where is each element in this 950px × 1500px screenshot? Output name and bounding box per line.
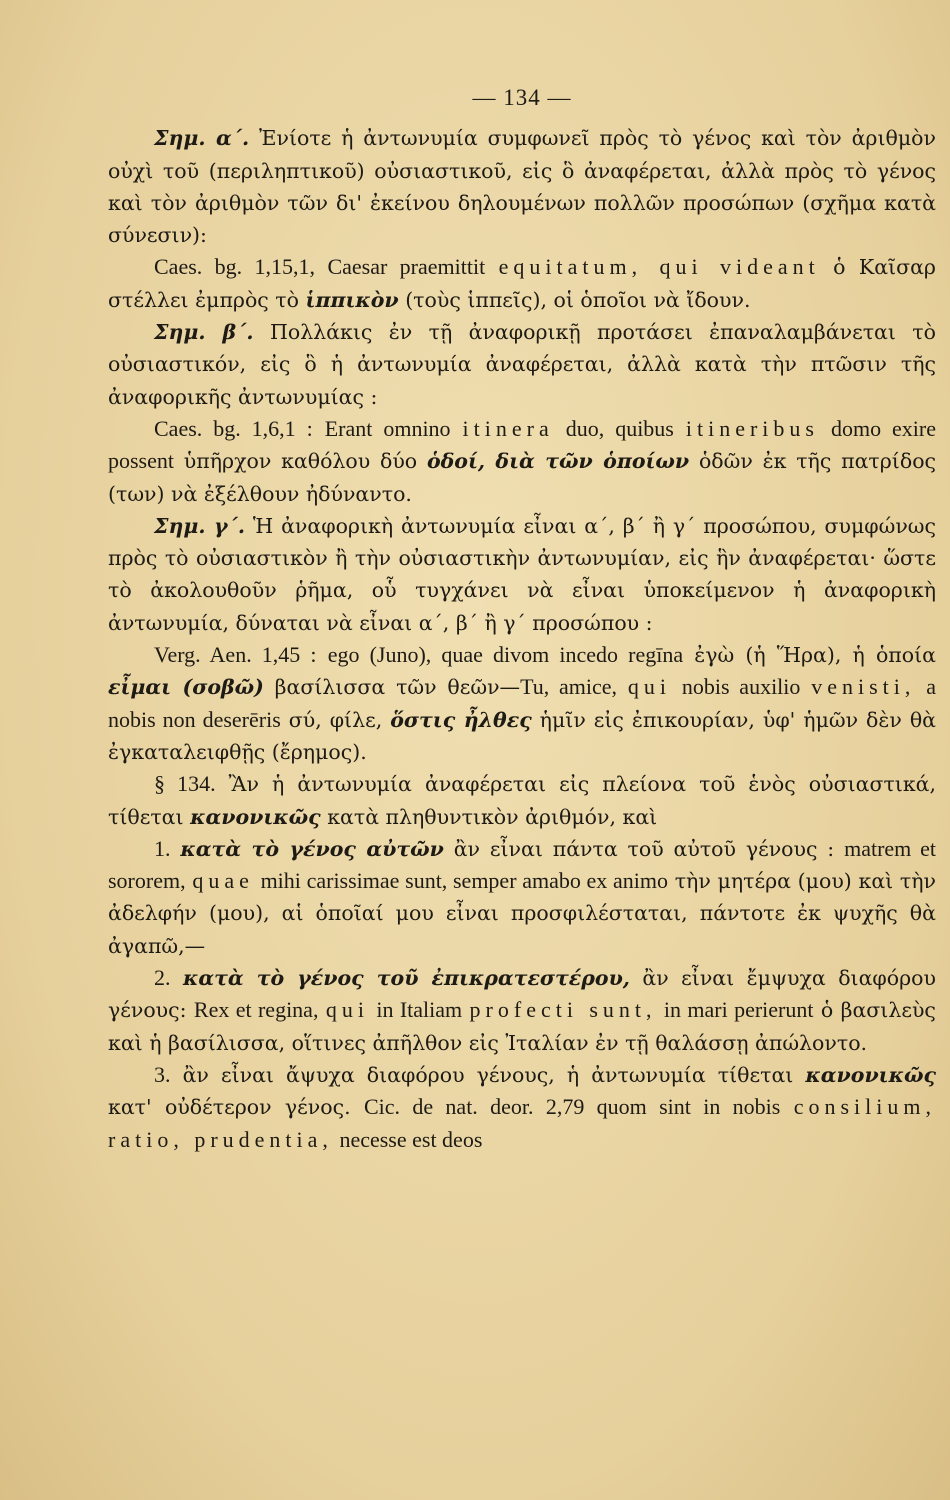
item-number: 1. bbox=[154, 835, 171, 861]
latin-text: Caesar praemittit bbox=[327, 254, 486, 280]
spaced-latin: qui bbox=[325, 997, 369, 1023]
page-number: — 134 — bbox=[472, 85, 572, 110]
spaced-latin: profecti sunt, bbox=[469, 997, 657, 1023]
item-number: 3. bbox=[154, 1061, 171, 1087]
greek-translation: βασίλισσα τῶν θεῶν— bbox=[274, 675, 521, 700]
greek-translation: ἐγὼ (ἡ Ἥρα), ἡ ὁποία bbox=[694, 643, 936, 668]
bold-term: κανονικῶς bbox=[805, 1062, 936, 1087]
latin-text: nobis auxilio bbox=[681, 674, 801, 700]
note-label: Σημ. α΄. bbox=[154, 126, 250, 151]
note-beta bbox=[108, 316, 936, 413]
greek-translation: σύ, φίλε, bbox=[288, 707, 383, 732]
example-gamma bbox=[108, 639, 936, 768]
greek-translation: ὁδῶν ἐκ τῆς πατρίδος (των) νὰ ἐξέλθουν ἠδύναντο. bbox=[108, 449, 937, 506]
example-ref: Caes. bg. 1,15,1 bbox=[154, 254, 310, 280]
note-label: Σημ. γ΄. bbox=[154, 513, 245, 538]
section-text: κατὰ πληθυντικὸν ἀριθμόν, καὶ bbox=[327, 804, 658, 829]
latin-text: duo, quibus bbox=[565, 415, 674, 441]
latin-text: matrem et sororem, bbox=[108, 835, 936, 894]
item-number: 2. bbox=[154, 965, 171, 991]
bold-term: ὁδοί, διὰ τῶν ὁποίων bbox=[426, 449, 690, 474]
section-text: Ἂν ἡ ἀντωνυμία ἀναφέρεται εἰς πλείονα τοῦ ἑνὸς οὐσιαστικά, τίθεται bbox=[108, 772, 936, 829]
greek-translation: ὁ βασιλεὺς καὶ ἡ βασίλισσα, οἵτινες ἀπῆλθον εἰς Ἰταλίαν ἐν τῇ θαλάσσῃ ἀπώλοντο. bbox=[108, 998, 936, 1055]
section-label: § 134. bbox=[154, 771, 216, 797]
bold-term: ὅστις ἦλθες bbox=[390, 707, 532, 732]
latin-text: domo exire possent bbox=[108, 415, 936, 474]
latin-text: mihi carissimae sunt, semper amabo ex animo bbox=[260, 868, 668, 894]
section-134 bbox=[108, 768, 936, 833]
rule-text: ἂν εἶναι ἄψυχα διαφόρου γένους, ἡ ἀντωνυμία τίθεται bbox=[182, 1062, 794, 1087]
rule-text: ἂν εἶναι ἔμψυχα διαφόρου γένους: bbox=[108, 966, 936, 1023]
rule-item-2 bbox=[108, 962, 936, 1059]
rule-item-3 bbox=[108, 1059, 936, 1156]
latin-text: Cic. de nat. deor. 2,79 quom sint in nobis bbox=[363, 1094, 781, 1120]
latin-text: Rex et regina, bbox=[193, 997, 319, 1023]
note-gamma bbox=[108, 510, 936, 639]
latin-text: ego (Juno), quae divom incedo regīna bbox=[327, 642, 684, 668]
note-label: Σημ. β΄. bbox=[154, 320, 254, 345]
greek-translation: (τοὺς ἱππεῖς), οἱ ὁποῖοι νὰ ἴδουν. bbox=[405, 287, 751, 312]
example-ref: Verg. Aen. 1,45 : bbox=[154, 642, 317, 668]
latin-text: Tu, amice, bbox=[520, 674, 618, 700]
rule-text: ἂν εἶναι πάντα τοῦ αὐτοῦ γένους : bbox=[453, 836, 835, 861]
latin-text: in Italiam bbox=[376, 997, 463, 1023]
latin-text: a nobis non deserēris bbox=[108, 674, 936, 732]
spaced-latin: itinera bbox=[462, 415, 554, 441]
example-ref: Caes. bg. 1,6,1 : bbox=[154, 415, 313, 441]
rule-item-1 bbox=[108, 833, 936, 962]
note-text: Ἐνίοτε ἡ ἀντωνυμία συμφωνεῖ πρὸς τὸ γένος καὶ τὸν ἀριθμὸν οὐχὶ τοῦ (περιληπτικοῦ) οὐσιαστικοῦ, εἰς ὃ ἀναφέρεται, ἀλλὰ πρὸς τὸ γένος καὶ τὸν ἀριθμὸν τῶν δι' ἐκείνου δηλουμένων πολλῶν προσώπων (σχῆμα κατὰ σύνεσιν): bbox=[108, 126, 936, 248]
spaced-latin: equitatum, qui videant bbox=[498, 254, 820, 280]
latin-text: necesse est deos bbox=[339, 1126, 483, 1152]
bold-term: ἱππικὸν bbox=[305, 287, 399, 312]
spaced-latin: quae bbox=[192, 868, 254, 894]
greek-translation: τὴν μητέρα (μου) καὶ τὴν ἀδελφήν (μου), αἱ ὁποῖαί μου εἶναι προσφιλέσταται, πάντοτε ἐκ ψυχῆς θὰ ἀγαπῶ,— bbox=[108, 869, 936, 958]
latin-text: Erant omnino bbox=[324, 415, 451, 441]
latin-text: in mari perierunt bbox=[663, 997, 814, 1023]
bold-term: εἶμαι (σοβῶ) bbox=[108, 675, 264, 700]
bold-term: κανονικῶς bbox=[190, 804, 321, 829]
spaced-latin: itineribus bbox=[685, 415, 819, 441]
book-page bbox=[108, 82, 936, 1156]
example-beta bbox=[108, 413, 936, 510]
rule-text: κατ' οὐδέτερον γένος. bbox=[108, 1095, 351, 1120]
greek-translation: ὑπῆρχον καθόλου δύο bbox=[183, 449, 418, 474]
note-text: Πολλάκις ἐν τῇ ἀναφορικῇ προτάσει ἐπαναλαμβάνεται τὸ οὐσιαστικόν, εἰς ὃ ἡ ἀντωνυμία ἀναφέρεται, ἀλλὰ κατὰ τὴν πτῶσιν τῆς ἀναφορικῆς ἀντωνυμίας : bbox=[108, 320, 936, 409]
greek-translation: ἡμῖν εἰς ἐπικουρίαν, ὑφ' ἡμῶν δὲν θὰ ἐγκαταλειφθῇς (ἔρημος). bbox=[108, 707, 936, 764]
note-text: Ἡ ἀναφορικὴ ἀντωνυμία εἶναι α΄, β΄ ἢ γ΄ προσώπου, συμφώνως πρὸς τὸ οὐσιαστικὸν ἢ τὴν οὐσιαστικὴν ἀντωνυμίαν, εἰς ἣν ἀναφέρεται· ὥστε τὸ ἀκολουθοῦν ῥῆμα, οὗ τυγχάνει νὰ εἶναι ὑποκείμενον ἡ ἀναφορικὴ ἀντωνυμία, δύναται νὰ εἶναι α΄, β΄ ἢ γ΄ προσώπου : bbox=[108, 513, 936, 635]
note-alpha bbox=[108, 122, 936, 251]
spaced-latin: qui bbox=[627, 674, 671, 700]
bold-term: κατὰ τὸ γένος αὐτῶν bbox=[180, 836, 444, 861]
greek-translation: ὁ Καῖσαρ στέλλει ἐμπρὸς τὸ bbox=[108, 255, 936, 312]
example-alpha: Caes. bg. 1,15,1, Caesar praemittit equitatum, qui videant ὁ Καῖσαρ στέλλει ἐμπρὸς τὸ ἱππικὸν (τοὺς ἱππεῖς), οἱ ὁποῖοι νὰ ἴδουν. bbox=[108, 254, 936, 312]
bold-term: κατὰ τὸ γένος τοῦ ἐπικρατεστέρου, bbox=[182, 966, 630, 991]
spaced-latin: consilium, ratio, prudentia, bbox=[108, 1094, 936, 1152]
spaced-latin: venisti, bbox=[811, 674, 916, 700]
